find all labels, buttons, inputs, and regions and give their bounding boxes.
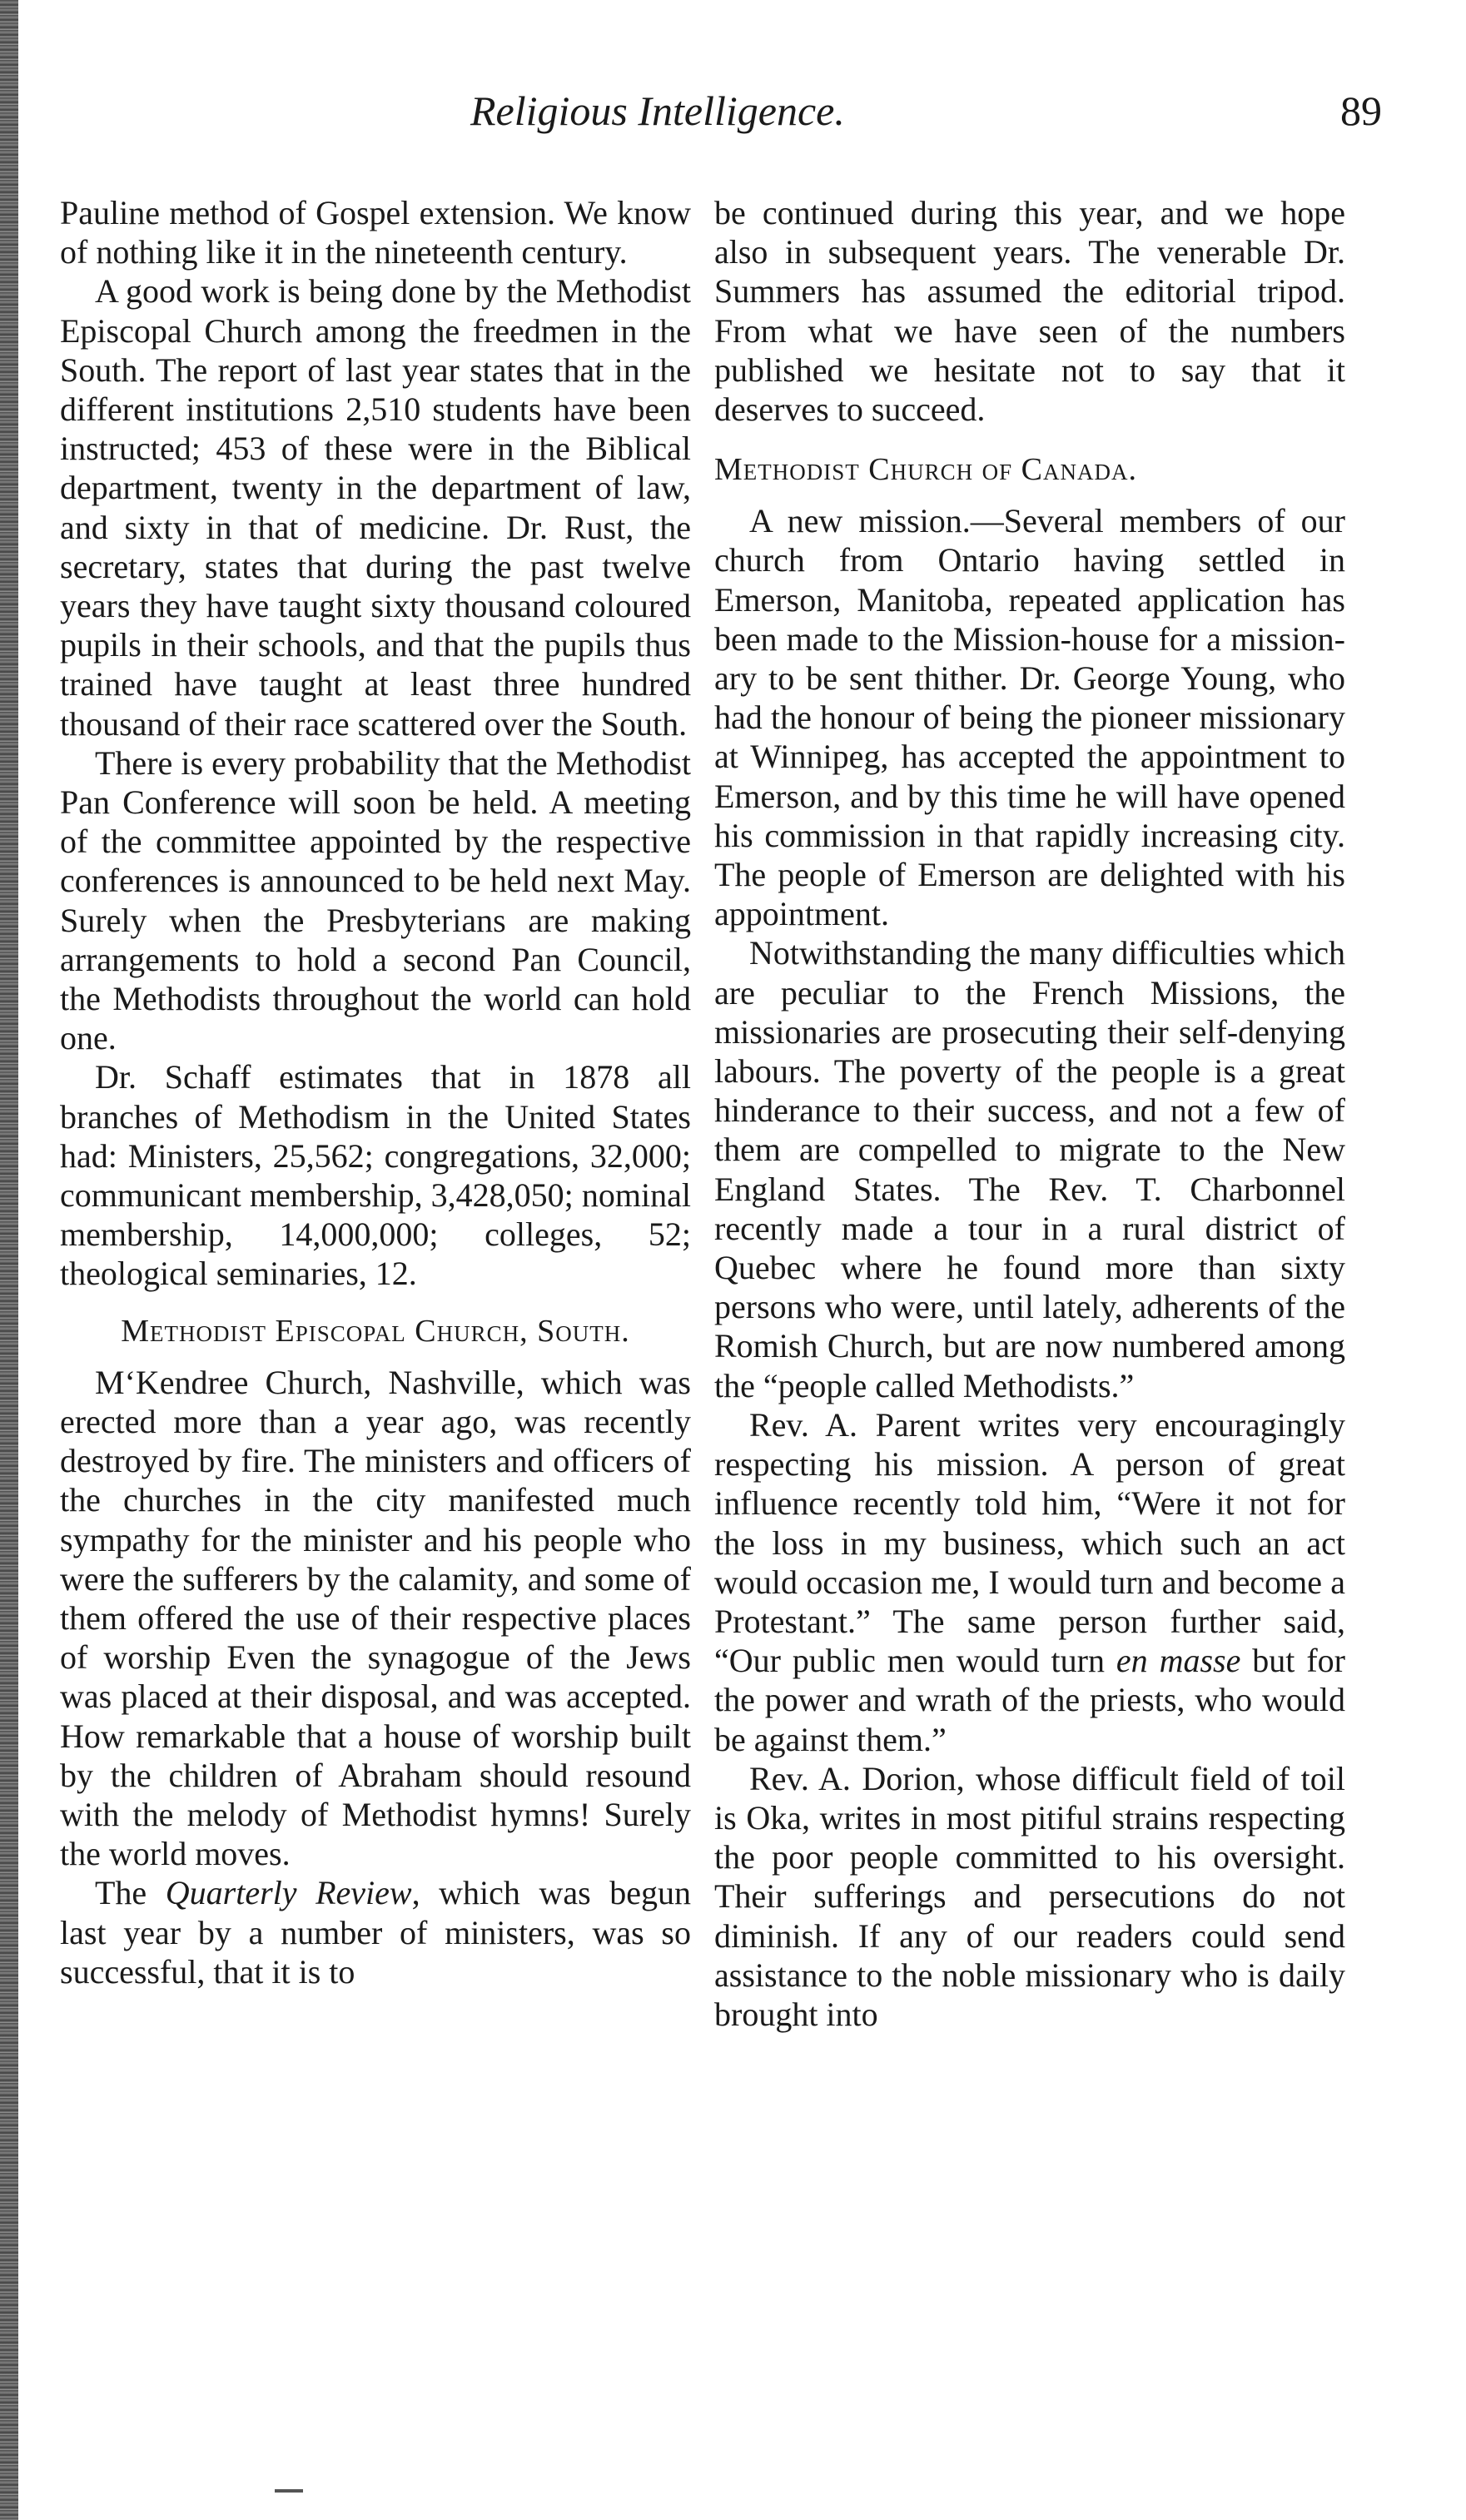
page-header [50, 87, 1382, 153]
paragraph: Dr. Schaff estimates that in 1878 all branches of Methodism in the United States had: Ministers, 25,562; congregations, 32,000; communicant membership, 3,428,050; nominal membership, 14,000,000; colleges, 52; theological seminaries, 12. [60, 1058, 691, 1293]
paragraph: A new mission.—Several members of our church from Ontario having settled in Emerson, Manitoba, repeated application has been made to the Mission-house for a missionary to be sent thither. Dr. George Young, who had the honour of being the pioneer missionary at Winnipeg, has accepted the appointment to Emerson, and by this time he will have opened his commission in that rapidly increasing city. The people of Emerson are delighted with his appointment. [714, 502, 1345, 933]
text-run: , which was begun last year by a number of ministers, was so successful, that it is to [60, 1874, 691, 1991]
left-column [60, 193, 691, 1991]
section-heading: Methodist Episcopal Church, South. [121, 1313, 630, 1349]
text-run: Rev. A. Parent writes very encouragingly respecting his mission. A person of great influence recently told him, “Were it not for the loss in my business, which such an act would occasion me, I would turn and become a Protestant.” The same person further said, “Our public men would turn [714, 1405, 1345, 1680]
paragraph: Pauline method of Gospel extension. We know of nothing like it in the nineteenth century. [60, 194, 691, 271]
page-number: 89 [1340, 87, 1382, 134]
paragraph: A good work is being done by the Methodist Episcopal Church among the freedmen in the South. The report of last year states that in the different institutions 2,510 students have been instructed; 453 of these were in the Biblical department, twenty in the department of law, and sixty in that of medicine. Dr. Rust, the secretary, states that during the past twelve years they have taught sixty thousand coloured pupils in their schools, and that the pupils thus trained have taught at least three hundred thousand of their race scattered over the South. [60, 272, 691, 743]
section-heading: Methodist Church of Canada. [714, 452, 1137, 488]
paragraph: M‘Kendree Church, Nashville, which was erected more than a year ago, was recently destroyed by fire. The ministers and officers of the churches in the city manifested much sympathy for the minister and his people who were the sufferers by the calamity, and some of them offered the use of their respective places of worship Even the synagogue of the Jews was placed at their disposal, and was accepted. How remarkable that a house of worship built by the children of Abraham should resound with the melody of Methodist hymns! Surely the world moves. [60, 1363, 691, 1873]
paragraph: Notwithstanding the many difficulties which are peculiar to the French Missions, the missionaries are prosecuting their self-denying labours. The poverty of the people is a great hinderance to their success, and not a few of them are compelled to migrate to the New England States. The Rev. T. Charbonnel recently made a tour in a rural district of Quebec where he found more than sixty persons who were, until lately, adherents of the Romish Church, but are now numbered among the “people called Methodists.” [714, 934, 1345, 1404]
running-title: Religious Intelligence. [470, 87, 845, 134]
paragraph: There is every probability that the Methodist Pan Conference will soon be held. A meeting of the committee appointed by the respective conferences is announced to be held next May. Surely when the Presbyterians are making arrangements to hold a second Pan Council, the Methodists throughout the world can hold one. [60, 743, 691, 1057]
italic-title: Quarterly Review [165, 1874, 412, 1912]
paragraph [60, 1873, 691, 1991]
paragraph [714, 1405, 1345, 1759]
italic-phrase: en masse [1116, 1642, 1241, 1680]
paragraph: Rev. A. Dorion, whose difficult field of toil is Oka, writes in most pitiful strains respecting the poor people committed to his oversight. Their sufferings and persecutions do not diminish. If any of our readers could send assistance to the noble missionary who is daily brought into [714, 1759, 1345, 2033]
book-binding-edge [0, 0, 18, 2520]
text-run: The [95, 1874, 166, 1912]
footer-mark [275, 2489, 303, 2493]
right-column [714, 193, 1345, 2034]
paragraph: be continued during this year, and we hope also in subsequent years. The venerable Dr. Summers has assumed the editorial tripod. From what we have seen of the numbers published we hesitate not to say that it deserves to succeed. [714, 194, 1345, 429]
text-run: but for the power and wrath of the priests, who would be against them.” [714, 1642, 1345, 1758]
